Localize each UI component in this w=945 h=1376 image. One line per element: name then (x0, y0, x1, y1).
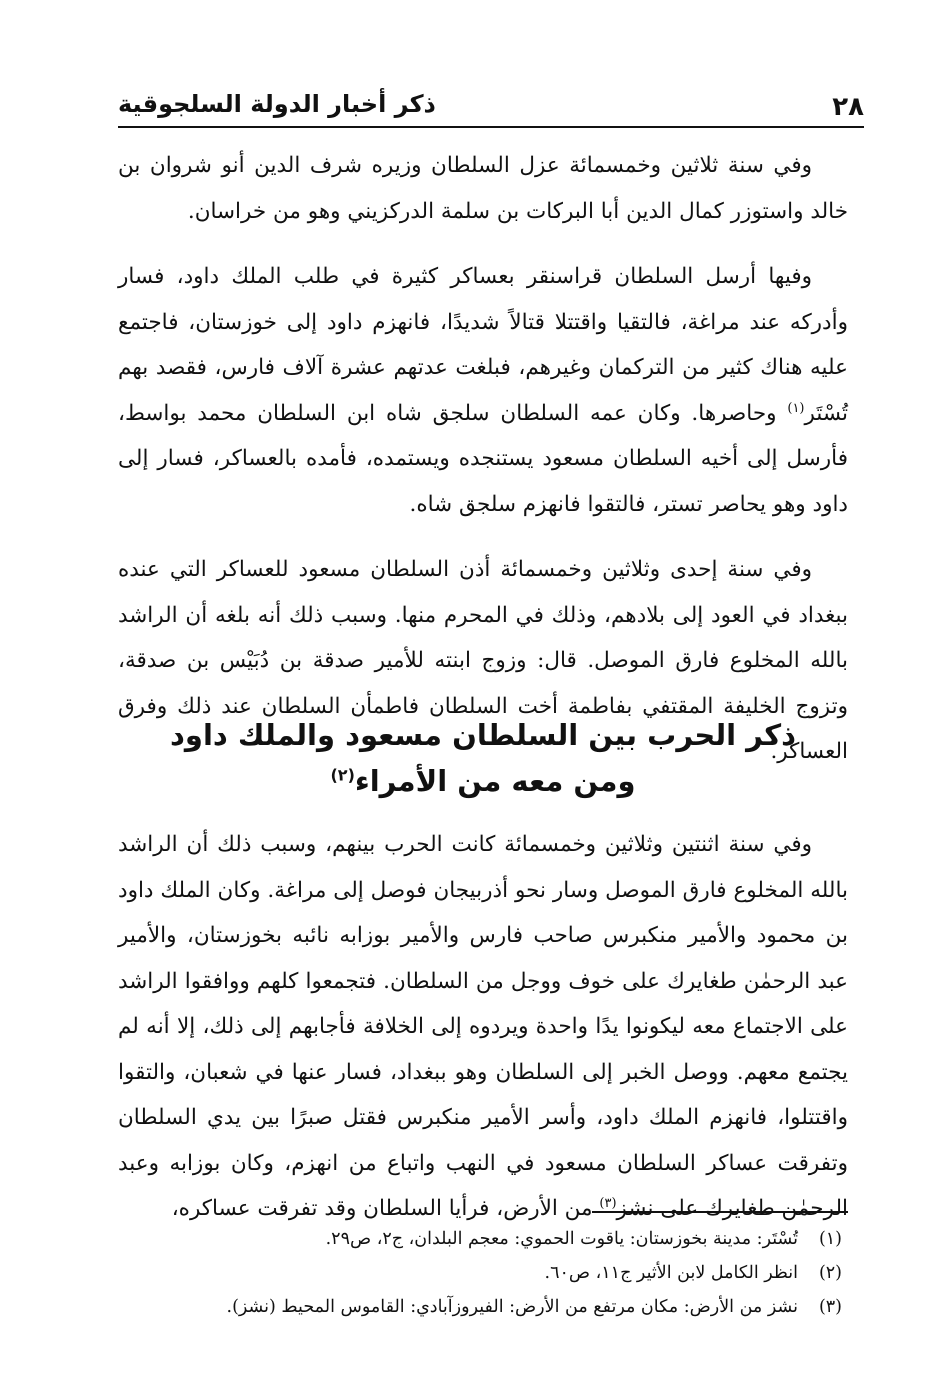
paragraph-3: وفي سنة إحدى وثلاثين وخمسمائة أذن السلطان مسعود للعساكر التي عنده ببغداد في العود إلى بلادهم، وذلك في المحرم منها. وسبب ذلك أنه بلغه أن الراشد بالله المخلوع فارق الموصل. قال: وزوج ابنته للأمير صدقة بن دُبَيْس بن صدقة، وتزوج الخليفة المقتفي بفاطمة أخت السلطان فاطمأن السلطان عند ذلك وفرق العساكر. (118, 557, 848, 764)
footnote-number: (٢) (818, 1263, 842, 1283)
section-heading (118, 712, 848, 804)
footnote-ref-3[interactable]: (٣) (599, 1195, 617, 1211)
section-heading-line-1: ذكر الحرب بين السلطان مسعود والملك داود (170, 718, 796, 752)
footnotes-list (118, 1222, 842, 1324)
footnote-text: نشز من الأرض: مكان مرتفع من الأرض: الفيروزآبادي: القاموس المحيط (نشز). (226, 1297, 798, 1317)
running-header (118, 86, 864, 128)
paragraph-2-continued: وحاصرها. وكان عمه السلطان سلجق شاه ابن السلطان محمد بواسط، فأرسل إلى أخيه السلطان مسعود يستنجده ويستمده، فأمده بالعساكر، فسار إلى داود وهو يحاصر تستر، فالتقوا فانهزم سلجق شاه. (118, 400, 848, 517)
body-text-top (118, 143, 848, 775)
paragraph-4-continued: من الأرض، فرأيا السلطان وقد تفرقت عساكره، (171, 1196, 600, 1221)
footnote-ref-2[interactable]: (٢) (330, 765, 355, 785)
section-heading-line-2 (118, 758, 848, 804)
footnote-number: (١) (818, 1229, 842, 1249)
paragraph-1: وفي سنة ثلاثين وخمسمائة عزل السلطان وزيره شرف الدين أنو شروان بن خالد واستوزر كمال الدين أبا البركات بن سلمة الدركزيني وهو من خراسان. (118, 153, 848, 224)
body-text-bottom (118, 822, 848, 1232)
footnote-item (118, 1290, 842, 1324)
footnote-separator (592, 1211, 848, 1213)
running-title: ذكر أخبار الدولة السلجوقية (118, 90, 436, 118)
footnote-text: انظر الكامل لابن الأثير ج١١، ص٦٠. (544, 1263, 798, 1283)
section-heading-line-2-text: ومن معه من الأمراء (354, 764, 636, 798)
footnote-text: تُسْتَر: مدينة بخوزستان: ياقوت الحموي: معجم البلدان، ج٢، ص٢٩. (325, 1229, 798, 1249)
footnote-ref-1[interactable]: (١) (787, 400, 805, 416)
page-number: ٢٨ (832, 92, 864, 122)
paragraph-4 (118, 822, 848, 1232)
paragraph-4-text: وفي سنة اثنتين وثلاثين وخمسمائة كانت الحرب بينهم، وسبب ذلك أن الراشد بالله المخلوع فارق الموصل وسار نحو أذربيجان فوصل إلى مراغة. وكان الملك داود بن محمود والأمير منكبرس صاحب فارس والأمير بوزابه نائبه بخوزستان، والأمير عبد الرحمٰن طغايرك على خوف ووجل من السلطان. فتجمعوا كلهم ووافقوا الراشد على الاجتماع معه ليكونوا يدًا واحدة ويردوه إلى الخلافة فأجابهم إلى ذلك، إلا أنه لم يجتمع معهم. ووصل الخبر إلى السلطان وهو ببغداد، فسار عنها في شعبان، والتقوا واقتتلوا، فانهزم الملك داود، وأسر الأمير منكبرس فقتل صبرًا بين يدي السلطان وتفرقت عساكر السلطان مسعود في النهب واتباع من انهزم، وكان بوزابه وعبد الرحمٰن طغايرك على نشز (118, 832, 848, 1221)
footnote-number: (٣) (818, 1297, 842, 1317)
paragraph-2-text: وفيها أرسل السلطان قراسنقر بعساكر كثيرة في طلب الملك داود، فسار وأدركه عند مراغة، فالتقيا واقتتلا قتالاً شديدًا، فانهزم داود إلى خوزستان، فاجتمع عليه هناك كثير من التركمان وغيرهم، فبلغت عدتهم عشرة آلاف فارس، فقصد بهم تُسْتَر (118, 264, 849, 426)
paragraph-2 (118, 254, 848, 527)
footnote-item (118, 1222, 842, 1256)
footnote-item (118, 1256, 842, 1290)
